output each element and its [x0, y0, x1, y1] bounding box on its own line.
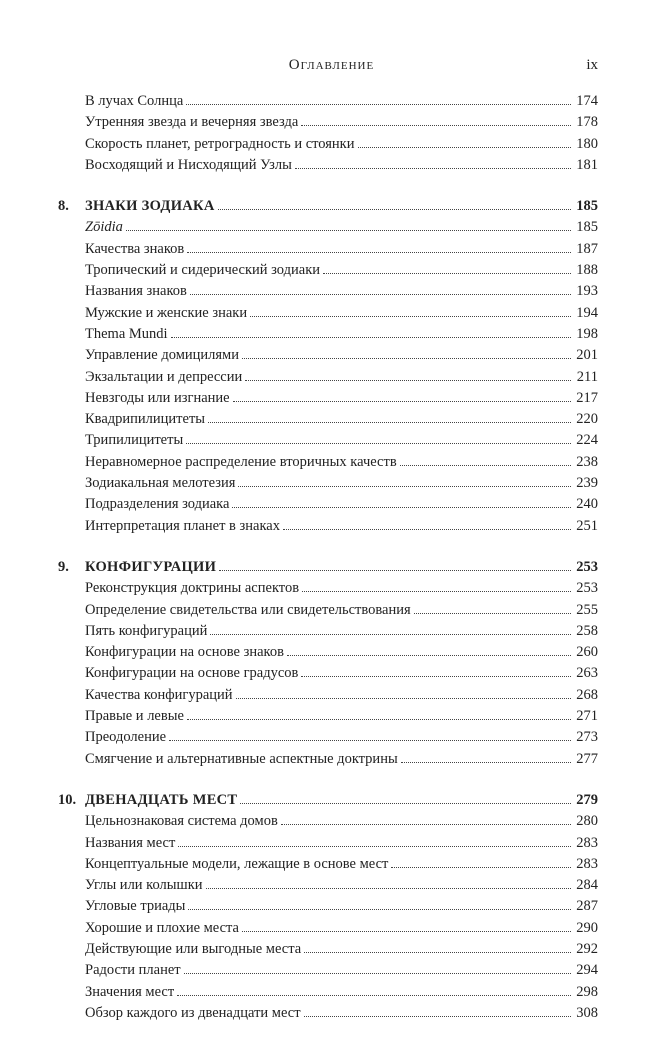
entry-title: Тропический и сидерический зодиаки [85, 262, 321, 279]
entry-page-number: 201 [576, 347, 598, 364]
entry-page-number: 277 [576, 750, 598, 767]
dot-leader [190, 294, 571, 295]
entry-title: В лучах Солнца [85, 93, 184, 109]
dot-leader [187, 719, 571, 720]
entry-page-number: 217 [576, 389, 598, 406]
chapter-entry[interactable] [58, 559, 598, 580]
toc-entry[interactable] [58, 644, 598, 665]
entry-page-number: 224 [576, 432, 598, 449]
entry-title: Подразделения зодиака [85, 496, 230, 513]
entry-page-number: 253 [576, 558, 598, 575]
toc-entry[interactable] [58, 877, 598, 898]
entry-title: Концептуальные модели, лежащие в основе мест [85, 855, 389, 872]
dot-leader [208, 422, 571, 423]
dot-leader [283, 529, 571, 530]
dot-leader [301, 676, 571, 677]
entry-title: Угловые триады [85, 898, 186, 915]
toc-entry[interactable] [58, 241, 598, 262]
entry-page-number: 280 [576, 813, 598, 830]
toc-entry[interactable] [58, 496, 598, 517]
toc-entry[interactable] [58, 136, 598, 157]
dot-leader [295, 168, 571, 169]
dot-leader [242, 358, 571, 359]
table-of-contents [58, 93, 598, 1046]
entry-page-number: 268 [576, 686, 598, 703]
running-header [0, 57, 663, 79]
dot-leader [186, 443, 571, 444]
dot-leader [242, 931, 571, 932]
entry-page-number: 298 [576, 983, 598, 1000]
entry-title: Конфигурации на основе градусов [85, 665, 299, 682]
toc-section [58, 559, 598, 772]
entry-page-number: 292 [576, 940, 598, 957]
entry-title: Пять конфигураций [85, 622, 208, 639]
entry-page-number: 255 [576, 601, 598, 618]
entry-title: Thema Mundi [85, 325, 168, 342]
toc-entry[interactable] [58, 856, 598, 877]
dot-leader [233, 401, 571, 402]
entry-title: Квадрипилицитеты [85, 411, 206, 428]
chapter-title: ДВЕНАДЦАТЬ МЕСТ [85, 791, 238, 808]
entry-page-number: 294 [576, 962, 598, 979]
toc-entry[interactable] [58, 941, 598, 962]
toc-entry[interactable] [58, 93, 598, 114]
entry-page-number: 240 [576, 496, 598, 513]
dot-leader [187, 252, 571, 253]
dot-leader [240, 803, 571, 804]
dot-leader [206, 888, 571, 889]
chapter-number: 10. [58, 791, 77, 808]
entry-page-number: 185 [576, 198, 598, 215]
entry-title: Восходящий и Нисходящий Узлы [85, 156, 292, 173]
toc-entry[interactable] [58, 219, 598, 240]
toc-entry[interactable] [58, 708, 598, 729]
toc-entry[interactable] [58, 920, 598, 941]
entry-title: Углы или колышки [85, 877, 203, 894]
dot-leader [126, 230, 571, 231]
entry-page-number: 193 [576, 283, 598, 300]
toc-entry[interactable] [58, 813, 598, 834]
entry-page-number: 187 [576, 240, 598, 257]
toc-entry[interactable] [58, 835, 598, 856]
entry-title: Определение свидетельства или свидетельствования [85, 601, 411, 618]
dot-leader [219, 570, 571, 571]
entry-page-number: 287 [576, 898, 598, 915]
toc-entry[interactable] [58, 898, 598, 919]
toc-entry[interactable] [58, 962, 598, 983]
toc-entry[interactable] [58, 411, 598, 432]
entry-title: Конфигурации на основе знаков [85, 644, 284, 661]
toc-entry[interactable] [58, 262, 598, 283]
toc-entry[interactable] [58, 157, 598, 178]
entry-title: Цельнознаковая система домов [85, 813, 278, 830]
entry-page-number: 290 [576, 919, 598, 936]
entry-page-number: 263 [576, 665, 598, 682]
entry-title: Значения мест [85, 983, 175, 1000]
toc-entry[interactable] [58, 602, 598, 623]
entry-page-number: 178 [576, 114, 598, 131]
chapter-title: КОНФИГУРАЦИИ [85, 558, 217, 575]
dot-leader [245, 380, 571, 381]
entry-title: Трипилицитеты [85, 432, 184, 449]
toc-entry[interactable] [58, 751, 598, 772]
toc-entry[interactable] [58, 580, 598, 601]
entry-title: Хорошие и плохие места [85, 919, 239, 936]
chapter-title: ЗНАКИ ЗОДИАКА [85, 198, 215, 215]
toc-entry[interactable] [58, 390, 598, 411]
entry-title: Смягчение и альтернативные аспектные доктрины [85, 750, 398, 767]
dot-leader [178, 846, 571, 847]
toc-entry[interactable] [58, 687, 598, 708]
dot-leader [218, 209, 571, 210]
dot-leader [287, 655, 571, 656]
entry-title: Обзор каждого из двенадцати мест [85, 1004, 301, 1021]
dot-leader [414, 613, 571, 614]
toc-entry[interactable] [58, 518, 598, 539]
dot-leader [304, 952, 571, 953]
toc-section [58, 93, 598, 178]
entry-page-number: 283 [576, 855, 598, 872]
toc-entry[interactable] [58, 347, 598, 368]
entry-page-number: 188 [576, 262, 598, 279]
dot-leader [236, 698, 571, 699]
dot-leader [171, 337, 571, 338]
dot-leader [304, 1016, 571, 1017]
entry-page-number: 308 [576, 1004, 598, 1021]
entry-page-number: 239 [576, 475, 598, 492]
toc-entry[interactable] [58, 369, 598, 390]
entry-page-number: 273 [576, 729, 598, 746]
entry-page-number: 185 [576, 219, 598, 236]
toc-entry[interactable] [58, 984, 598, 1005]
entry-title: Интерпретация планет в знаках [85, 517, 280, 534]
dot-leader [323, 273, 571, 274]
entry-page-number: 220 [576, 411, 598, 428]
entry-title: Правые и левые [85, 708, 184, 725]
entry-title: Управление домицилями [85, 347, 239, 364]
entry-page-number: 194 [576, 304, 598, 321]
entry-title: Названия мест [85, 834, 176, 851]
entry-title: Неравномерное распределение вторичных качеств [85, 453, 397, 470]
entry-page-number: 260 [576, 644, 598, 661]
entry-page-number: 258 [576, 622, 598, 639]
dot-leader [302, 591, 571, 592]
entry-title: Утренняя звезда и вечерняя звезда [85, 114, 299, 131]
running-title: Оглавление [288, 57, 375, 73]
toc-entry[interactable] [58, 454, 598, 475]
entry-page-number: 251 [576, 517, 598, 534]
dot-leader [186, 104, 571, 105]
toc-section [58, 792, 598, 1026]
entry-page-number: 279 [576, 791, 598, 808]
entry-title: Скорость планет, ретроградность и стоянки [85, 135, 355, 152]
toc-entry[interactable] [58, 326, 598, 347]
toc-entry[interactable] [58, 283, 598, 304]
toc-entry[interactable] [58, 432, 598, 453]
entry-title: Качества конфигураций [85, 686, 233, 703]
dot-leader [169, 740, 571, 741]
entry-page-number: 283 [576, 834, 598, 851]
entry-title: Действующие или выгодные места [85, 940, 302, 957]
toc-entry[interactable] [58, 114, 598, 135]
dot-leader [238, 486, 571, 487]
entry-title: Мужские и женские знаки [85, 304, 248, 321]
chapter-number: 8. [58, 198, 69, 215]
dot-leader [250, 316, 571, 317]
entry-title: Качества знаков [85, 240, 185, 257]
entry-title: Преодоление [85, 729, 167, 746]
dot-leader [210, 634, 571, 635]
entry-page-number: 271 [576, 708, 598, 725]
entry-page-number: 211 [576, 368, 598, 385]
dot-leader [232, 507, 571, 508]
entry-title: Экзальтации и депрессии [85, 368, 243, 385]
entry-page-number: 238 [576, 453, 598, 470]
toc-entry[interactable] [58, 1005, 598, 1026]
chapter-entry[interactable] [58, 198, 598, 219]
entry-page-number: 181 [576, 156, 598, 173]
entry-page-number: 253 [576, 580, 598, 597]
toc-section [58, 198, 598, 539]
toc-entry[interactable] [58, 665, 598, 686]
entry-title: Zōidia [85, 219, 123, 236]
toc-entry[interactable] [58, 729, 598, 750]
toc-entry[interactable] [58, 305, 598, 326]
entry-title: Реконструкция доктрины аспектов [85, 580, 300, 597]
toc-entry[interactable] [58, 475, 598, 496]
entry-title: Названия знаков [85, 283, 187, 300]
dot-leader [188, 909, 571, 910]
dot-leader [177, 995, 571, 996]
dot-leader [401, 762, 571, 763]
entry-title: Радости планет [85, 962, 181, 979]
chapter-number: 9. [58, 558, 69, 575]
dot-leader [281, 824, 571, 825]
dot-leader [184, 973, 571, 974]
page-number: ix [586, 57, 598, 73]
dot-leader [391, 867, 571, 868]
entry-page-number: 180 [576, 135, 598, 152]
entry-page-number: 284 [576, 877, 598, 894]
entry-page-number: 198 [576, 325, 598, 342]
dot-leader [400, 465, 571, 466]
chapter-entry[interactable] [58, 792, 598, 813]
entry-page-number: 174 [576, 93, 598, 109]
toc-entry[interactable] [58, 623, 598, 644]
dot-leader [301, 125, 571, 126]
dot-leader [358, 147, 572, 148]
entry-title: Зодиакальная мелотезия [85, 475, 236, 492]
entry-title: Невзгоды или изгнание [85, 389, 230, 406]
